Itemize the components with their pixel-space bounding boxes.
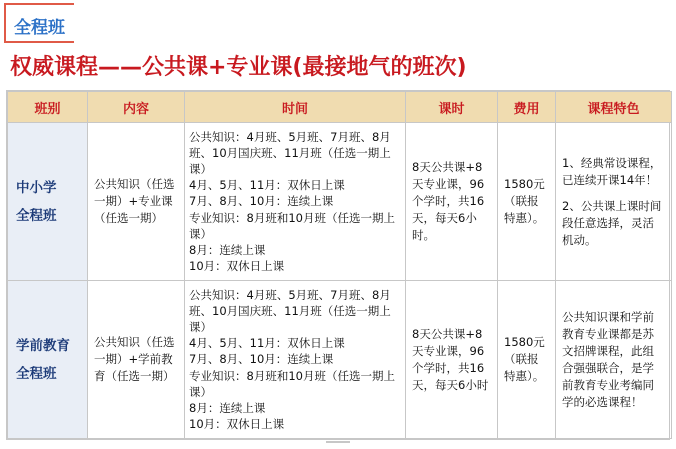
header-fee: 费用 [498,92,556,123]
class-cell [8,123,88,281]
class-cell [8,281,88,439]
table-header-row [8,92,672,123]
table-row [8,123,672,281]
course-table [6,90,670,440]
time-cell [185,123,406,281]
time-line: 4月、5月、11月：双休日上课 [189,178,345,193]
time-line: 7月、8月、10月：连续上课 [189,194,334,209]
fee-cell: 1580元（联报特惠）。 [498,281,556,439]
time-line: 8月：连续上课 [189,401,266,415]
time-line: 7月、8月、10月：连续上课 [189,352,334,367]
time-line: 专业知识：8月班和10月班（任选一期上课） [189,210,395,241]
header-content: 内容 [88,92,185,123]
feature-item: 2、公共课上课时间段任意选择，灵活机动。 [562,198,662,247]
class-name-line: 全程班 [16,365,57,382]
hours-cell: 8天公共课+8天专业课，96个学时，共16天，每天6小时 [406,281,498,439]
time-line: 10月：双休日上课 [189,417,285,432]
course-table-grid [7,91,672,439]
fee-cell: 1580元（联报特惠）。 [498,123,556,281]
section-tag: 全程班 [14,18,65,38]
content-cell: 公共知识（任选一期）+专业课（任选一期） [88,123,185,281]
time-line: 4月、5月、11月：双休日上课 [189,336,345,351]
header-features: 课程特色 [556,92,672,123]
feature-item: 1、经典常设课程，已连续开课14年！ [562,155,662,187]
class-name-line: 全程班 [16,207,57,224]
time-line: 公共知识：4月班、5月班、7月班、8月班、10月国庆班、11月班（任选一期上课） [189,287,391,334]
class-name-line: 学前教育 [16,337,70,354]
time-line: 公共知识：4月班、5月班、7月班、8月班、10月国庆班、11月班（任选一期上课） [189,129,391,176]
bottom-scroll-indicator [326,441,350,443]
time-line: 专业知识：8月班和10月班（任选一期上课） [189,368,395,399]
table-row [8,281,672,439]
header-hours: 课时 [406,92,498,123]
hours-cell: 8天公共课+8天专业课，96个学时，共16天，每天6小时。 [406,123,498,281]
features-cell: 公共知识课和学前教育专业课都是苏文招牌课程，此组合强强联合，是学前教育专业考编同学的必选课程！ [556,281,672,439]
feature-spacer [562,189,665,198]
class-name-line: 中小学 [16,179,57,196]
page-headline: 权威课程——公共课+专业课(最接地气的班次) [10,55,467,80]
header-class: 班别 [8,92,88,123]
tag-underline [4,41,74,43]
time-cell [185,281,406,439]
time-line: 8月：连续上课 [189,243,266,257]
header-time: 时间 [185,92,406,123]
time-line: 10月：双休日上课 [189,259,285,274]
content-cell: 公共知识（任选一期）+学前教育（任选一期） [88,281,185,439]
features-cell [556,123,672,281]
